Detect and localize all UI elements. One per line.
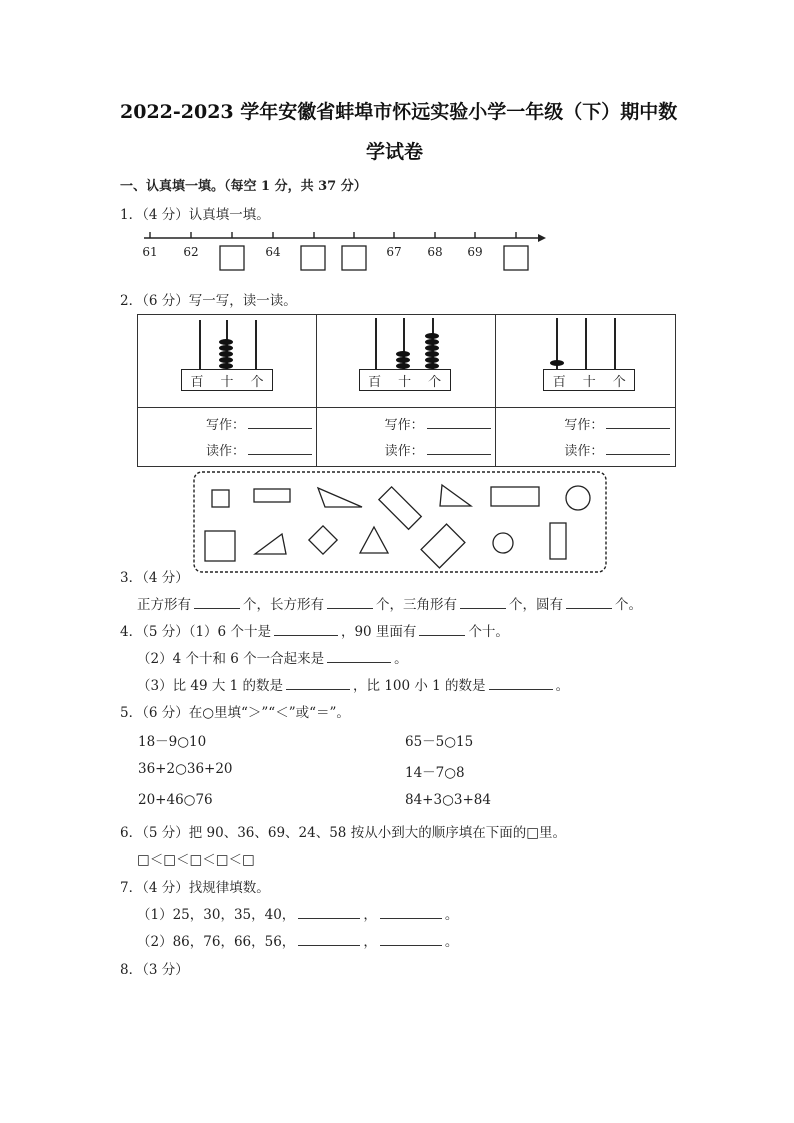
comparison-item: 14－7○8 [405, 765, 465, 781]
comparison-item: 84+3○3+84 [405, 792, 491, 808]
place-value-label-box: 百 十 个 [181, 369, 273, 391]
write-read-cell-1: 写作： 读作： [138, 408, 317, 467]
arrow-head-icon [538, 234, 546, 242]
triangle-shape [440, 485, 471, 506]
square-shape [212, 490, 229, 507]
rectangle-shape [550, 523, 566, 559]
tick-label: 62 [183, 245, 199, 259]
answer-box [220, 246, 244, 270]
rectangle-shape [379, 487, 421, 529]
abacus-table [137, 314, 676, 467]
tick-label: 69 [467, 245, 483, 259]
circle-shape [493, 533, 513, 553]
q4-part2: （2）4 个十和 6 个一合起来是 。 [137, 651, 408, 667]
triangle-shape [255, 534, 286, 554]
place-value-label-box: 百 十 个 [359, 369, 451, 391]
square-shape [421, 524, 465, 568]
comparison-item: 65－5○15 [405, 734, 474, 750]
triangle-shape [360, 527, 388, 553]
comparison-item: 20+46○76 [138, 792, 213, 808]
q7-stem: 7．（4 分）找规律填数。 [120, 880, 270, 896]
section-heading: 一、认真填一填。（每空 1 分，共 37 分） [120, 179, 367, 194]
write-read-cell-2: 写作： 读作： [316, 408, 496, 467]
answer-box [301, 246, 325, 270]
q6-stem: 6．（5 分）把 90、36、69、24、58 按从小到大的顺序填在下面的□里。 [120, 825, 566, 841]
q5-stem: 5．（6 分）在○里填“＞”“＜”或“＝”。 [120, 705, 350, 721]
q1-stem: 1．（4 分）认真填一填。 [120, 207, 270, 223]
tick-label: 67 [386, 245, 402, 259]
q4-part1: 4．（5 分）（1）6 个十是 ，90 里面有 个十。 [120, 624, 509, 640]
page-title-line2: 学试卷 [366, 141, 424, 163]
q2-stem: 2．（6 分）写一写，读一读。 [120, 293, 297, 309]
place-value-label-box: 百 十 个 [543, 369, 635, 391]
write-read-cell-3: 写作： 读作： [496, 408, 676, 467]
q6-boxes: □＜□＜□＜□＜□ [137, 852, 255, 868]
q4-part3: （3）比 49 大 1 的数是 ，比 100 小 1 的数是 。 [137, 678, 570, 694]
q3-answer-line: 正方形有 个，长方形有 个，三角形有 个，圆有 个。 [137, 597, 642, 613]
abacus-cell-2 [316, 315, 496, 408]
rectangle-shape [254, 489, 290, 502]
square-shape [205, 531, 235, 561]
square-shape [309, 526, 337, 554]
abacus-cell-1 [138, 315, 317, 408]
abacus-cell-3 [496, 315, 676, 408]
circle-shape [566, 486, 590, 510]
q7-part2: （2）86，76，66，56， ， 。 [137, 934, 459, 950]
tick-label: 61 [142, 245, 158, 259]
q7-part1: （1）25，30，35，40， ， 。 [137, 907, 459, 923]
comparison-item: 36+2○36+20 [138, 761, 233, 777]
q8-stem: 8．（3 分） [120, 962, 189, 978]
answer-box [342, 246, 366, 270]
q3-stem: 3．（4 分） [120, 570, 189, 586]
rectangle-shape [491, 487, 539, 506]
comparison-item: 18－9○10 [138, 734, 207, 750]
number-line [140, 228, 550, 276]
tick-label: 64 [265, 245, 281, 259]
triangle-shape [318, 488, 362, 507]
tick-label: 68 [427, 245, 443, 259]
page-title-line1: 2022-2023 学年安徽省蚌埠市怀远实验小学一年级（下）期中数 [120, 101, 678, 123]
answer-box [504, 246, 528, 270]
shapes-panel [192, 470, 610, 576]
